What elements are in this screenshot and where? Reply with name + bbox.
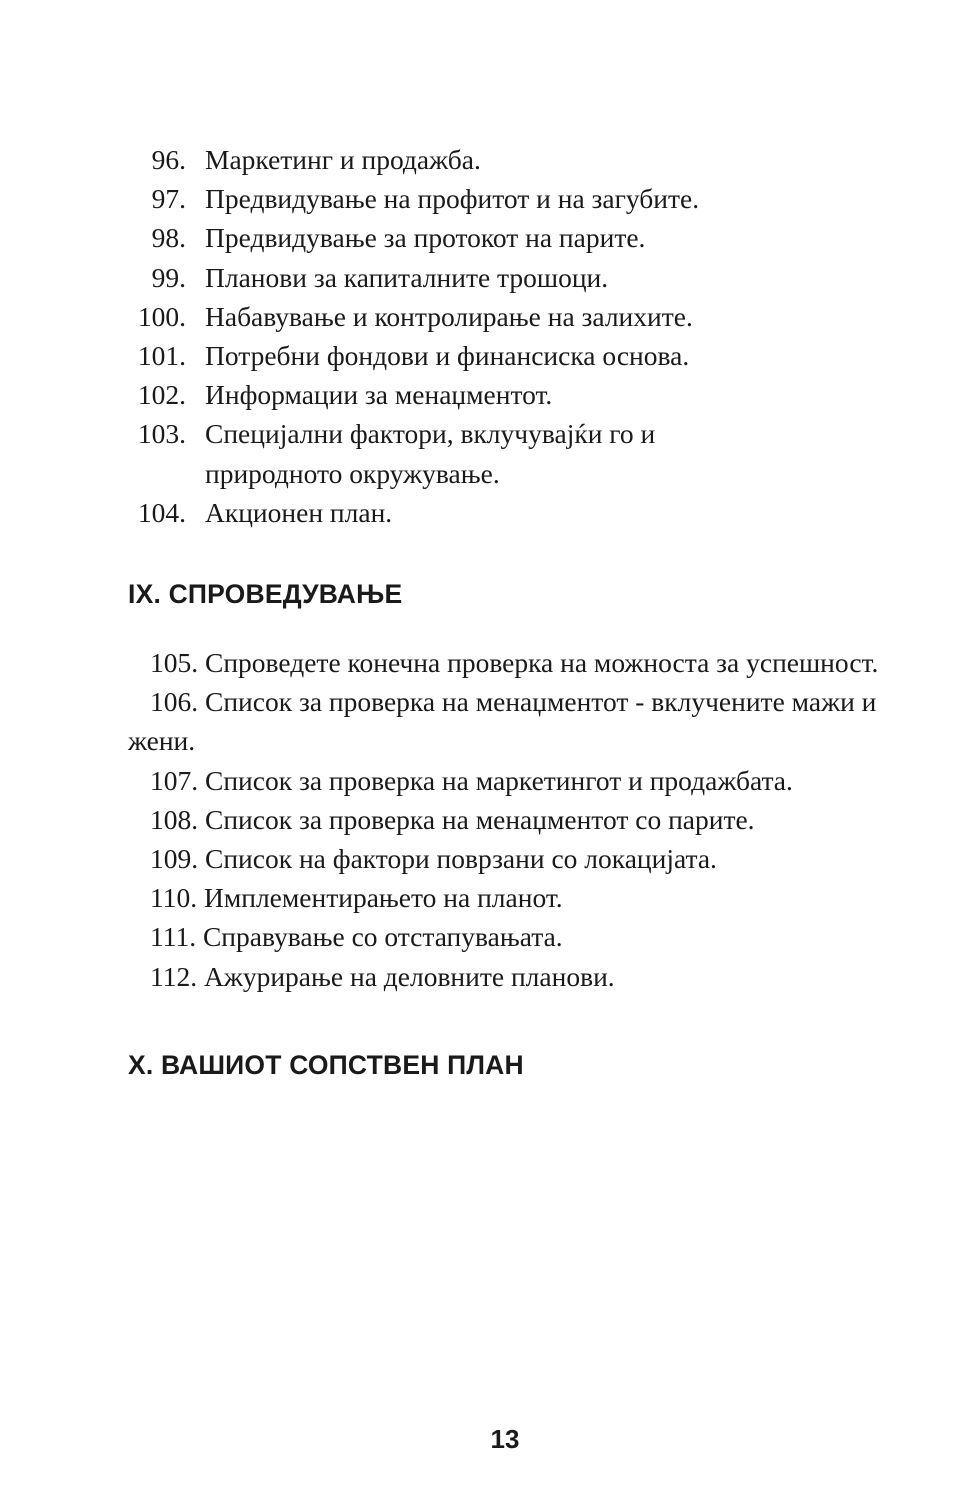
section-heading-ix: IX. СПРОВЕДУВАЊЕ [128,579,403,610]
list-item-number: 112. [150,960,204,992]
list-item-text: Список за проверка на маркетингот и продажбата. [205,764,793,796]
list-item [128,336,918,375]
list-item-number: 102. [137,379,186,411]
list-item-text-line2: природното окружување. [205,457,500,489]
list-item [128,218,918,257]
list-item [128,800,918,839]
page-content [128,140,918,1081]
list-item-number: 97. [151,183,186,215]
list-item-number: 106. [150,686,205,718]
list-item [128,917,918,956]
list-item [128,140,918,179]
list-item [128,682,918,760]
list-item-number: 108. [150,803,205,835]
list-item-text: Потребни фондови и финансиска основа. [205,340,690,372]
list-item-text: Предвидување на профитот и на загубите. [205,183,700,215]
list-item-number: 99. [151,261,186,293]
list-item-text: Набавување и контролирање на залихите. [205,300,693,332]
list-item [128,297,918,336]
list-item-text: Список на фактори поврзани со локацијата. [205,843,717,875]
list-item [128,643,918,682]
page-number: 13 [490,1424,520,1454]
list-item-text [205,414,918,492]
list-item-number: 111. [150,921,203,953]
list-item [128,493,918,532]
list-item [128,179,918,218]
list-item-number: 110. [150,882,204,914]
list-item-text: Список за проверка на менаџментот - вклучените мажи и жени. [128,686,877,757]
section-heading-x: X. ВАШИОТ СОПСТВЕН ПЛАН [128,1049,524,1080]
list-item-number: 105. [150,647,205,679]
list-item-text-line1: Специјални фактори, вклучувајќи го и [205,418,656,450]
numbered-list-section-viii [128,140,918,532]
list-item-number: 107. [150,764,205,796]
list-item-text: Ажурирање на деловните планови. [203,960,615,992]
list-item-text: Маркетинг и продажба. [205,144,481,175]
list-item-number: 98. [151,222,186,254]
list-item-text: Справување со отстапувањата. [202,921,563,953]
list-item-number: 103. [137,418,186,450]
list-item [128,414,918,492]
list-item-text: Имплементирањето на планот. [203,882,563,914]
list-item [128,375,918,414]
list-item-number: 104. [137,496,186,528]
list-item [128,839,918,878]
list-item-number: 101. [137,340,186,372]
list-item-number: 96. [151,144,186,175]
list-item-text: Список за проверка на менаџментот со парите. [205,803,755,835]
numbered-list-section-ix [128,643,918,996]
list-item [128,878,918,917]
list-item-number: 109. [150,843,205,875]
list-item [128,957,918,996]
list-item-text: Акционен план. [205,496,393,528]
list-item-number: 100. [137,300,186,332]
list-item [128,761,918,800]
list-item [128,258,918,297]
list-item-text: Планови за капиталните трошоци. [205,261,609,293]
list-item-text: Информации за менаџментот. [205,379,553,411]
list-item-text: Спроведете конечна проверка на можноста за успешност. [205,647,879,679]
list-item-text: Предвидување за протокот на парите. [205,222,646,254]
